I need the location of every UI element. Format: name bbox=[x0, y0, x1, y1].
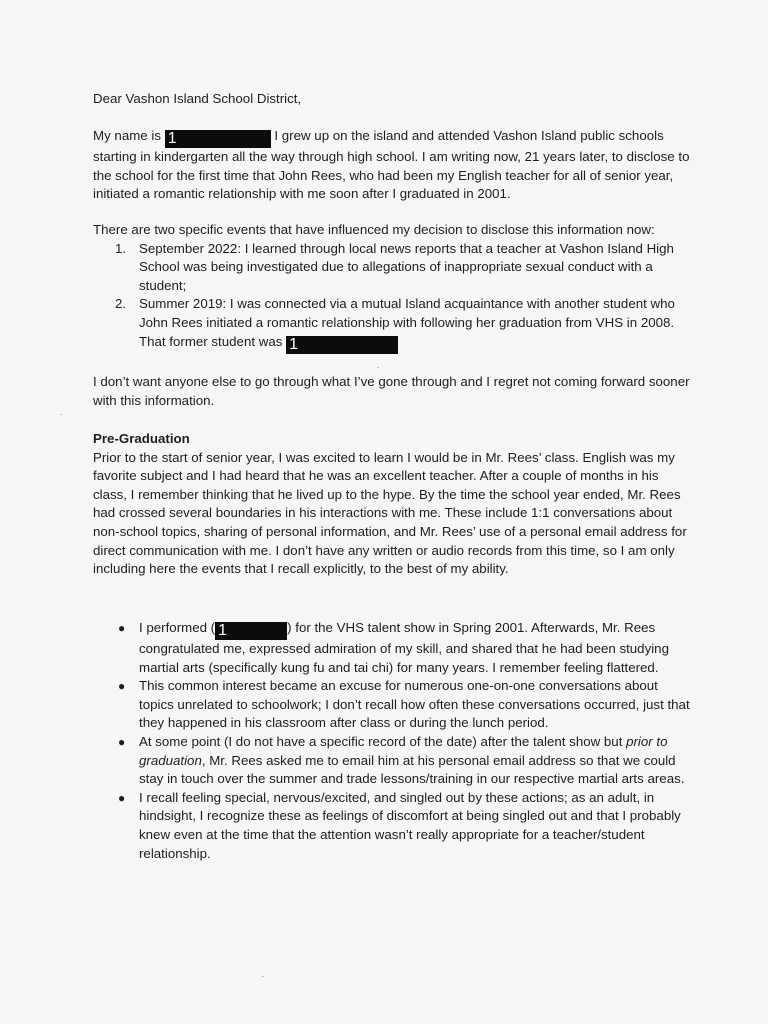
bullet-text: ) for the VHS talent show in Spring 2001. Afterwards, Mr. Rees congratulated me, expressed admiration of my skill, and shared that he had been studying martial arts (specifically kung fu and tai chi) for many years. I remember feeling flattered. bbox=[139, 620, 669, 675]
list-item bbox=[93, 677, 693, 733]
redaction-box: 1 bbox=[165, 130, 271, 148]
list-item bbox=[93, 240, 693, 296]
intro-body: I grew up on the island and attended Vashon Island public schools starting in kindergarten all the way through high school. I am writing now, 21 years later, to disclose to the school for the first time that John Rees, who had been my English teacher for all of senior year, initiated a romantic relationship with me soon after I graduated in 2001. bbox=[93, 128, 690, 202]
bullet-text: I performed ( bbox=[139, 620, 216, 635]
bullet-icon: ● bbox=[118, 790, 126, 805]
list-number: 1. bbox=[115, 240, 127, 256]
bullet-list bbox=[93, 619, 693, 863]
list-item-text: Summer 2019: I was connected via a mutual Island acquaintance with another student who John Rees initiated a romantic relationship with following her graduation from VHS in 2008. That former student was bbox=[139, 296, 675, 349]
scan-speck bbox=[262, 976, 264, 977]
list-item bbox=[93, 619, 693, 677]
salutation: Dear Vashon Island School District, bbox=[93, 91, 302, 106]
scan-speck bbox=[60, 414, 62, 415]
list-item bbox=[93, 295, 693, 353]
redaction-box: 1 bbox=[215, 622, 287, 640]
bullet-icon: ● bbox=[118, 734, 126, 749]
closing-paragraph: I don’t want anyone else to go through what I’ve gone through and I regret not coming forward sooner with this information. bbox=[93, 374, 690, 408]
bullet-text: , Mr. Rees asked me to email him at his personal email address so that we could stay in touch over the summer and trade lessons/training in our respective martial arts areas. bbox=[139, 752, 685, 787]
list-item bbox=[93, 733, 693, 789]
bullet-text: I recall feeling special, nervous/excited, and singled out by these actions; as an adult, in hindsight, I recognize these as feelings of discomfort at being singled out and that I probably knew even at the time that the attention wasn’t really appropriate for a teacher/student relationship. bbox=[139, 789, 681, 861]
section-body: Prior to the start of senior year, I was excited to learn I would be in Mr. Rees’ class. English was my favorite subject and I had heard that he was an excellent teacher. After a couple of months in his class, I remember thinking that he lived up to the hype. By the time the school year ended, Mr. Rees had crossed several boundaries in his interactions with me. These include 1:1 conversations about non-school topics, sharing of personal information, and Mr. Rees’ use of a personal email address for direct communication with me. I don’t have any written or audio records from this time, so I am only including here the events that I recall explicitly, to the best of my ability. bbox=[93, 449, 687, 577]
bullet-text: At some point (I do not have a specific record of the date) after the talent show but bbox=[139, 733, 623, 749]
scan-speck bbox=[377, 367, 379, 368]
bullet-emphasis: prior to graduation bbox=[139, 733, 668, 768]
events-list bbox=[93, 240, 693, 354]
intro-lead: My name is bbox=[93, 128, 161, 143]
intro-paragraph bbox=[93, 127, 693, 204]
section-heading: Pre-Graduation bbox=[93, 431, 190, 446]
bullet-icon: ● bbox=[118, 621, 126, 635]
bullet-text: This common interest became an excuse for numerous one-on-one conversations about topics unrelated to schoolwork; I don’t recall how often these conversations occurred, just that they happened in his classroom after class or during the lunch period. bbox=[139, 678, 690, 731]
events-lead: There are two specific events that have influenced my decision to disclose this information now: bbox=[93, 222, 655, 237]
list-number: 2. bbox=[115, 296, 127, 312]
redaction-box: 1 bbox=[286, 336, 398, 354]
bullet-icon: ● bbox=[118, 679, 126, 694]
list-item-text: September 2022: I learned through local news reports that a teacher at Vashon Island High School was being investigated due to allegations of inappropriate sexual conduct with a student; bbox=[139, 240, 674, 293]
events-section bbox=[93, 221, 693, 354]
pre-graduation-section bbox=[93, 430, 693, 579]
list-item bbox=[93, 789, 693, 863]
